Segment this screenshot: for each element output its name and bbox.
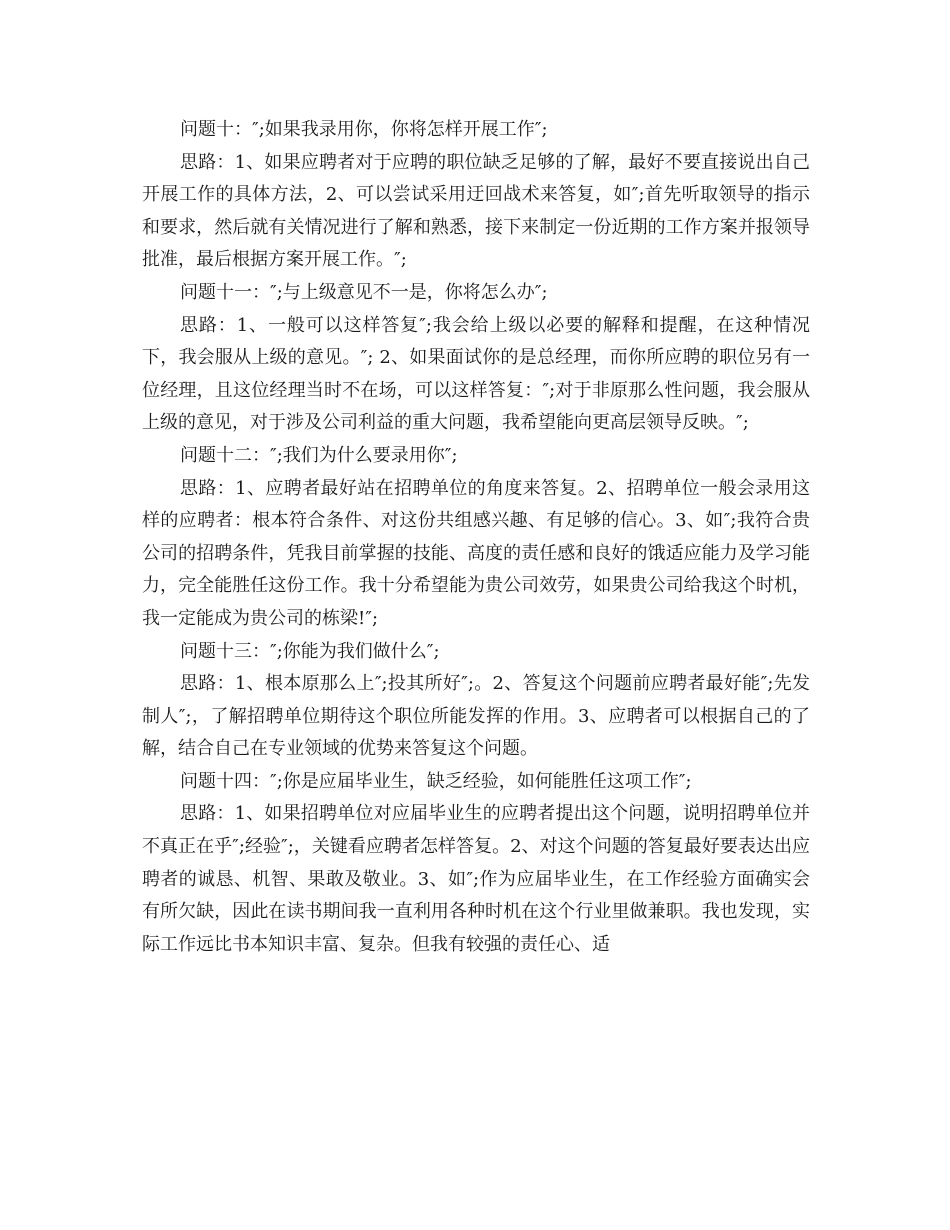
answer-12: 思路：1、应聘者最好站在招聘单位的角度来答复。2、招聘单位一般会录用这样的应聘者：根本符合条件、对这份共组感兴趣、有足够的信心。3、如″;我符合贵公司的招聘条件，凭我目前掌握的技能、高度的责任感和良好的饿适应能力及学习能力，完全能胜任这份工作。我十分希望能为贵公司效劳，如果贵公司给我这个时机，我一定能成为贵公司的栋梁!″; (142, 477, 810, 629)
question-13: 问题十三：″;你能为我们做什么″; (180, 640, 440, 662)
question-12: 问题十二：″;我们为什么要录用你″; (180, 444, 458, 466)
answer-10: 思路：1、如果应聘者对于应聘的职位缺乏足够的了解，最好不要直接说出自己开展工作的具体方法，2、可以尝试采用迂回战术来答复，如″;首先听取领导的指示和要求，然后就有关情况进行了解和熟悉，接下来制定一份近期的工作方案并报领导批准，最后根据方案开展工作。″; (142, 151, 810, 271)
answer-11: 思路：1、一般可以这样答复″;我会给上级以必要的解释和提醒，在这种情况下，我会服从上级的意见。″; 2、如果面试你的是总经理，而你所应聘的职位另有一位经理，且这位经理当时不在场，可以这样答复：″;对于非原那么性问题，我会服从上级的意见，对于涉及公司利益的重大问题，我希望能向更高层领导反映。″; (142, 314, 810, 434)
answer-14: 思路：1、如果招聘单位对应届毕业生的应聘者提出这个问题，说明招聘单位并不真正在乎″;经验″;，关键看应聘者怎样答复。2、对这个问题的答复最好要表达出应聘者的诚恳、机智、果敢及敬业。3、如″;作为应届毕业生，在工作经验方面确实会有所欠缺，因此在读书期间我一直利用各种时机在这个行业里做兼职。我也发现，实际工作远比书本知识丰富、复杂。但我有较强的责任心、适 (142, 803, 810, 955)
question-14: 问题十四：″;你是应届毕业生，缺乏经验，如何能胜任这项工作″; (180, 770, 692, 792)
question-10: 问题十：″;如果我录用你，你将怎样开展工作″; (180, 119, 548, 140)
question-11: 问题十一：″;与上级意见不一是，你将怎么办″; (180, 281, 548, 303)
answer-13: 思路：1、根本原那么上″;投其所好″;。2、答复这个问题前应聘者最好能″;先发制人″;，了解招聘单位期待这个职位所能发挥的作用。3、应聘者可以根据自己的了解，结合自己在专业领域的优势来答复这个问题。 (142, 673, 810, 760)
document-body (142, 114, 810, 961)
